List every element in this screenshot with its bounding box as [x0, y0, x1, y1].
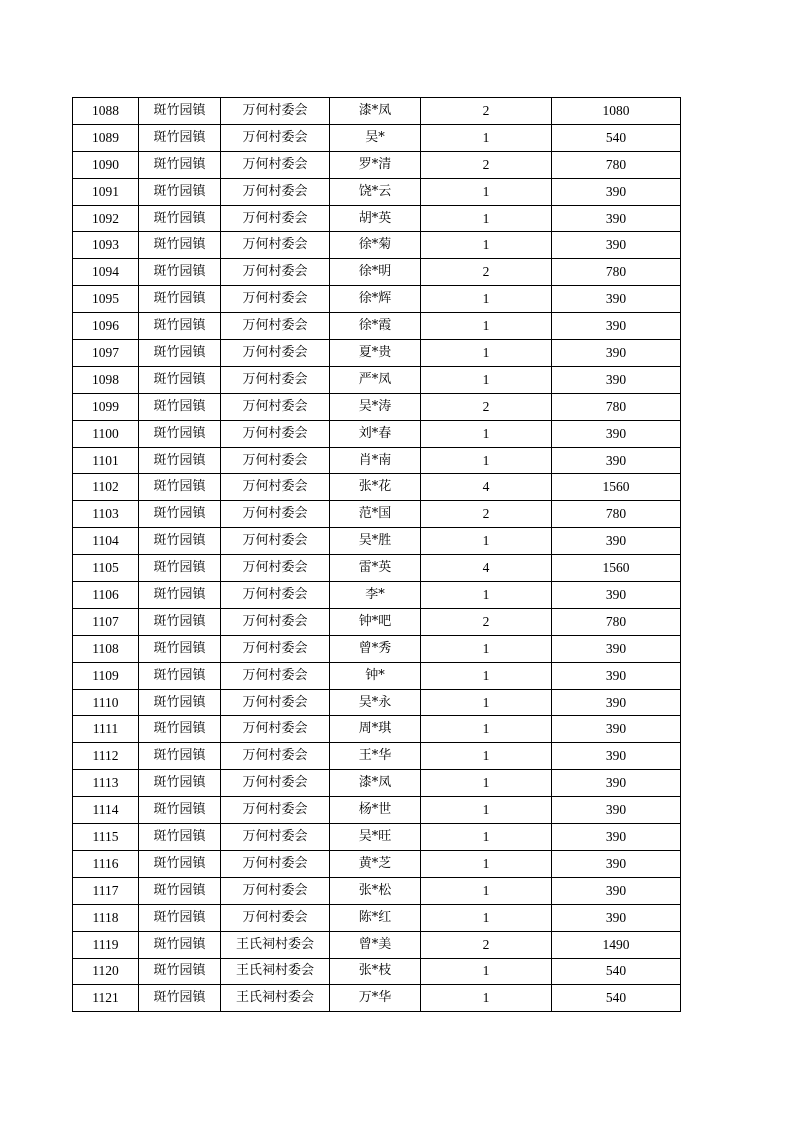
cell-village-committee: 万何村委会 [221, 340, 330, 367]
cell-serial-number: 1112 [73, 743, 139, 770]
table-row [73, 151, 681, 178]
cell-village-committee: 万何村委会 [221, 393, 330, 420]
cell-town: 斑竹园镇 [139, 770, 221, 797]
cell-amount: 390 [552, 205, 681, 232]
table-row [73, 743, 681, 770]
table-row [73, 98, 681, 125]
cell-town: 斑竹园镇 [139, 420, 221, 447]
cell-person-name: 胡*英 [330, 205, 421, 232]
cell-town: 斑竹园镇 [139, 232, 221, 259]
cell-amount: 390 [552, 716, 681, 743]
table-row [73, 689, 681, 716]
cell-amount: 390 [552, 420, 681, 447]
cell-serial-number: 1105 [73, 555, 139, 582]
cell-town: 斑竹园镇 [139, 608, 221, 635]
cell-serial-number: 1101 [73, 447, 139, 474]
cell-village-committee: 万何村委会 [221, 877, 330, 904]
cell-town: 斑竹园镇 [139, 931, 221, 958]
cell-town: 斑竹园镇 [139, 877, 221, 904]
cell-town: 斑竹园镇 [139, 124, 221, 151]
cell-serial-number: 1102 [73, 474, 139, 501]
cell-amount: 540 [552, 985, 681, 1012]
cell-town: 斑竹园镇 [139, 313, 221, 340]
cell-person-name: 张*枝 [330, 958, 421, 985]
table-row [73, 797, 681, 824]
cell-serial-number: 1120 [73, 958, 139, 985]
table-row [73, 205, 681, 232]
cell-town: 斑竹园镇 [139, 985, 221, 1012]
cell-town: 斑竹园镇 [139, 474, 221, 501]
cell-person-name: 吴*涛 [330, 393, 421, 420]
cell-amount: 390 [552, 366, 681, 393]
cell-amount: 390 [552, 824, 681, 851]
cell-amount: 390 [552, 286, 681, 313]
cell-village-committee: 万何村委会 [221, 635, 330, 662]
table-row [73, 232, 681, 259]
cell-person-name: 徐*霞 [330, 313, 421, 340]
cell-serial-number: 1110 [73, 689, 139, 716]
cell-village-committee: 万何村委会 [221, 366, 330, 393]
cell-household-count: 2 [421, 98, 552, 125]
cell-village-committee: 万何村委会 [221, 850, 330, 877]
table-row [73, 904, 681, 931]
cell-serial-number: 1117 [73, 877, 139, 904]
cell-amount: 390 [552, 797, 681, 824]
table-row [73, 662, 681, 689]
cell-household-count: 1 [421, 689, 552, 716]
cell-town: 斑竹园镇 [139, 904, 221, 931]
cell-village-committee: 万何村委会 [221, 716, 330, 743]
cell-serial-number: 1092 [73, 205, 139, 232]
cell-serial-number: 1103 [73, 501, 139, 528]
cell-serial-number: 1115 [73, 824, 139, 851]
cell-town: 斑竹园镇 [139, 662, 221, 689]
cell-household-count: 1 [421, 313, 552, 340]
cell-household-count: 4 [421, 555, 552, 582]
cell-amount: 390 [552, 904, 681, 931]
cell-person-name: 肖*南 [330, 447, 421, 474]
cell-village-committee: 万何村委会 [221, 178, 330, 205]
cell-household-count: 1 [421, 528, 552, 555]
cell-person-name: 王*华 [330, 743, 421, 770]
cell-town: 斑竹园镇 [139, 205, 221, 232]
cell-person-name: 雷*英 [330, 555, 421, 582]
cell-person-name: 钟*吧 [330, 608, 421, 635]
cell-household-count: 1 [421, 447, 552, 474]
table-row [73, 555, 681, 582]
cell-serial-number: 1090 [73, 151, 139, 178]
cell-person-name: 范*国 [330, 501, 421, 528]
cell-village-committee: 万何村委会 [221, 797, 330, 824]
cell-serial-number: 1111 [73, 716, 139, 743]
cell-person-name: 万*华 [330, 985, 421, 1012]
cell-amount: 540 [552, 958, 681, 985]
cell-village-committee: 万何村委会 [221, 420, 330, 447]
cell-amount: 780 [552, 151, 681, 178]
cell-amount: 390 [552, 877, 681, 904]
cell-amount: 540 [552, 124, 681, 151]
cell-person-name: 曾*美 [330, 931, 421, 958]
cell-serial-number: 1119 [73, 931, 139, 958]
table-row [73, 958, 681, 985]
cell-household-count: 1 [421, 232, 552, 259]
cell-person-name: 漆*凤 [330, 770, 421, 797]
cell-village-committee: 万何村委会 [221, 474, 330, 501]
cell-person-name: 李* [330, 582, 421, 609]
cell-town: 斑竹园镇 [139, 447, 221, 474]
cell-amount: 390 [552, 743, 681, 770]
cell-village-committee: 万何村委会 [221, 501, 330, 528]
cell-village-committee: 王氏祠村委会 [221, 931, 330, 958]
table-row [73, 124, 681, 151]
cell-person-name: 钟* [330, 662, 421, 689]
cell-town: 斑竹园镇 [139, 98, 221, 125]
table-row [73, 393, 681, 420]
table-row [73, 366, 681, 393]
cell-village-committee: 万何村委会 [221, 743, 330, 770]
cell-village-committee: 万何村委会 [221, 286, 330, 313]
cell-person-name: 吴* [330, 124, 421, 151]
cell-town: 斑竹园镇 [139, 582, 221, 609]
cell-person-name: 徐*明 [330, 259, 421, 286]
cell-person-name: 刘*春 [330, 420, 421, 447]
cell-town: 斑竹园镇 [139, 716, 221, 743]
cell-amount: 390 [552, 178, 681, 205]
cell-serial-number: 1104 [73, 528, 139, 555]
cell-person-name: 吴*胜 [330, 528, 421, 555]
cell-person-name: 张*花 [330, 474, 421, 501]
table-row [73, 824, 681, 851]
cell-person-name: 吴*旺 [330, 824, 421, 851]
cell-person-name: 曾*秀 [330, 635, 421, 662]
cell-village-committee: 万何村委会 [221, 689, 330, 716]
cell-amount: 780 [552, 501, 681, 528]
cell-household-count: 2 [421, 259, 552, 286]
cell-amount: 390 [552, 689, 681, 716]
cell-town: 斑竹园镇 [139, 501, 221, 528]
cell-serial-number: 1089 [73, 124, 139, 151]
table-row [73, 877, 681, 904]
cell-town: 斑竹园镇 [139, 635, 221, 662]
cell-household-count: 1 [421, 582, 552, 609]
cell-household-count: 1 [421, 904, 552, 931]
cell-serial-number: 1096 [73, 313, 139, 340]
cell-town: 斑竹园镇 [139, 743, 221, 770]
cell-household-count: 1 [421, 366, 552, 393]
cell-serial-number: 1113 [73, 770, 139, 797]
cell-household-count: 1 [421, 770, 552, 797]
cell-household-count: 1 [421, 958, 552, 985]
cell-village-committee: 万何村委会 [221, 662, 330, 689]
cell-town: 斑竹园镇 [139, 850, 221, 877]
cell-town: 斑竹园镇 [139, 259, 221, 286]
cell-amount: 390 [552, 340, 681, 367]
cell-amount: 390 [552, 582, 681, 609]
cell-household-count: 1 [421, 985, 552, 1012]
cell-serial-number: 1088 [73, 98, 139, 125]
cell-serial-number: 1109 [73, 662, 139, 689]
cell-town: 斑竹园镇 [139, 958, 221, 985]
cell-household-count: 1 [421, 420, 552, 447]
cell-household-count: 2 [421, 151, 552, 178]
cell-village-committee: 万何村委会 [221, 259, 330, 286]
table-body [73, 98, 681, 1012]
cell-serial-number: 1116 [73, 850, 139, 877]
cell-serial-number: 1118 [73, 904, 139, 931]
cell-person-name: 周*琪 [330, 716, 421, 743]
cell-household-count: 1 [421, 850, 552, 877]
cell-serial-number: 1095 [73, 286, 139, 313]
cell-town: 斑竹园镇 [139, 555, 221, 582]
table-row [73, 635, 681, 662]
cell-serial-number: 1108 [73, 635, 139, 662]
cell-household-count: 1 [421, 635, 552, 662]
cell-household-count: 1 [421, 340, 552, 367]
cell-person-name: 夏*贵 [330, 340, 421, 367]
cell-village-committee: 万何村委会 [221, 555, 330, 582]
cell-town: 斑竹园镇 [139, 689, 221, 716]
cell-serial-number: 1114 [73, 797, 139, 824]
cell-household-count: 1 [421, 205, 552, 232]
cell-serial-number: 1097 [73, 340, 139, 367]
cell-amount: 390 [552, 662, 681, 689]
cell-town: 斑竹园镇 [139, 286, 221, 313]
cell-household-count: 1 [421, 178, 552, 205]
cell-town: 斑竹园镇 [139, 824, 221, 851]
cell-village-committee: 万何村委会 [221, 904, 330, 931]
cell-person-name: 徐*辉 [330, 286, 421, 313]
cell-household-count: 2 [421, 608, 552, 635]
cell-village-committee: 万何村委会 [221, 582, 330, 609]
cell-person-name: 严*凤 [330, 366, 421, 393]
cell-village-committee: 万何村委会 [221, 313, 330, 340]
cell-village-committee: 万何村委会 [221, 151, 330, 178]
cell-town: 斑竹园镇 [139, 797, 221, 824]
cell-village-committee: 万何村委会 [221, 447, 330, 474]
table-row [73, 931, 681, 958]
cell-village-committee: 万何村委会 [221, 770, 330, 797]
cell-household-count: 1 [421, 824, 552, 851]
cell-amount: 390 [552, 770, 681, 797]
cell-amount: 390 [552, 447, 681, 474]
cell-amount: 780 [552, 259, 681, 286]
cell-serial-number: 1106 [73, 582, 139, 609]
table-row [73, 420, 681, 447]
cell-household-count: 1 [421, 286, 552, 313]
cell-serial-number: 1093 [73, 232, 139, 259]
cell-serial-number: 1099 [73, 393, 139, 420]
cell-village-committee: 万何村委会 [221, 528, 330, 555]
cell-serial-number: 1094 [73, 259, 139, 286]
cell-person-name: 饶*云 [330, 178, 421, 205]
cell-person-name: 漆*凤 [330, 98, 421, 125]
cell-household-count: 1 [421, 662, 552, 689]
cell-amount: 780 [552, 393, 681, 420]
cell-village-committee: 万何村委会 [221, 98, 330, 125]
cell-amount: 1080 [552, 98, 681, 125]
cell-person-name: 徐*菊 [330, 232, 421, 259]
table-row [73, 850, 681, 877]
cell-town: 斑竹园镇 [139, 528, 221, 555]
cell-person-name: 张*松 [330, 877, 421, 904]
cell-person-name: 陈*红 [330, 904, 421, 931]
cell-village-committee: 王氏祠村委会 [221, 985, 330, 1012]
table-row [73, 770, 681, 797]
cell-village-committee: 万何村委会 [221, 824, 330, 851]
table-row [73, 259, 681, 286]
cell-amount: 390 [552, 232, 681, 259]
cell-person-name: 罗*清 [330, 151, 421, 178]
cell-person-name: 黄*芝 [330, 850, 421, 877]
cell-serial-number: 1100 [73, 420, 139, 447]
cell-village-committee: 王氏祠村委会 [221, 958, 330, 985]
cell-household-count: 1 [421, 797, 552, 824]
cell-town: 斑竹园镇 [139, 366, 221, 393]
cell-village-committee: 万何村委会 [221, 205, 330, 232]
cell-household-count: 1 [421, 877, 552, 904]
table-row [73, 313, 681, 340]
cell-household-count: 1 [421, 124, 552, 151]
cell-amount: 390 [552, 635, 681, 662]
cell-amount: 1560 [552, 474, 681, 501]
cell-amount: 390 [552, 850, 681, 877]
cell-person-name: 吴*永 [330, 689, 421, 716]
cell-town: 斑竹园镇 [139, 393, 221, 420]
table-row [73, 286, 681, 313]
cell-amount: 1490 [552, 931, 681, 958]
cell-serial-number: 1098 [73, 366, 139, 393]
table-row [73, 528, 681, 555]
table-row [73, 985, 681, 1012]
cell-household-count: 2 [421, 501, 552, 528]
cell-household-count: 1 [421, 716, 552, 743]
cell-town: 斑竹园镇 [139, 340, 221, 367]
cell-village-committee: 万何村委会 [221, 608, 330, 635]
table-row [73, 582, 681, 609]
table-row [73, 178, 681, 205]
cell-person-name: 杨*世 [330, 797, 421, 824]
cell-serial-number: 1121 [73, 985, 139, 1012]
cell-household-count: 2 [421, 393, 552, 420]
cell-amount: 780 [552, 608, 681, 635]
cell-village-committee: 万何村委会 [221, 124, 330, 151]
table-row [73, 608, 681, 635]
cell-amount: 390 [552, 313, 681, 340]
cell-town: 斑竹园镇 [139, 151, 221, 178]
cell-household-count: 1 [421, 743, 552, 770]
cell-serial-number: 1091 [73, 178, 139, 205]
cell-serial-number: 1107 [73, 608, 139, 635]
table-row [73, 716, 681, 743]
cell-household-count: 4 [421, 474, 552, 501]
table-row [73, 474, 681, 501]
cell-town: 斑竹园镇 [139, 178, 221, 205]
cell-village-committee: 万何村委会 [221, 232, 330, 259]
table-row [73, 501, 681, 528]
table-row [73, 447, 681, 474]
data-table [72, 97, 681, 1012]
table-row [73, 340, 681, 367]
cell-household-count: 2 [421, 931, 552, 958]
cell-amount: 390 [552, 528, 681, 555]
cell-amount: 1560 [552, 555, 681, 582]
